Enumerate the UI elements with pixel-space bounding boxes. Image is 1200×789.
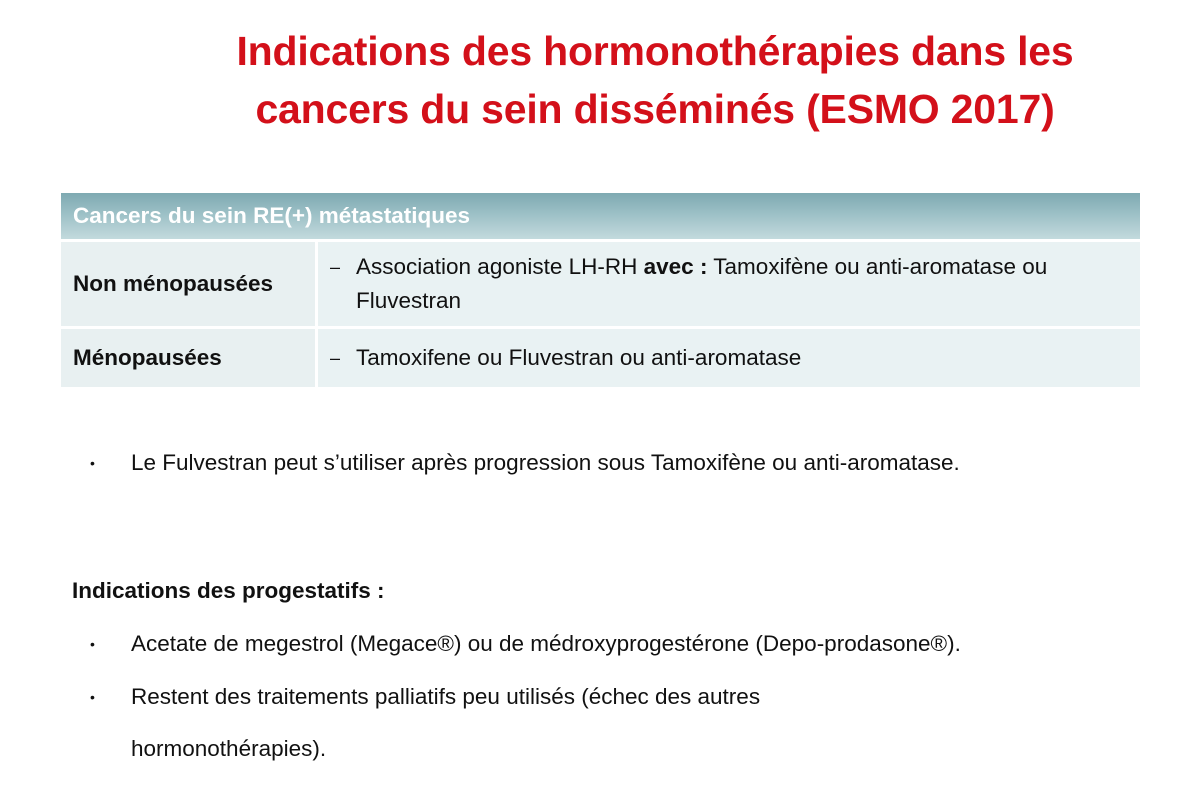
row-text: Tamoxifene ou Fluvestran ou anti-aromatase xyxy=(356,345,802,370)
table-header-row xyxy=(61,193,1140,241)
row-content xyxy=(317,328,1141,388)
progestatifs-item-text: Acetate de megestrol (Megace®) ou de médroxyprogestérone (Depo-prodasone®). xyxy=(131,631,961,656)
table-header: Cancers du sein RE(+) métastatiques xyxy=(61,193,1140,241)
row-text xyxy=(356,250,1120,318)
table-row xyxy=(61,241,1140,328)
progestatifs-item-text: Restent des traitements palliatifs peu utilisés (échec des autres hormonothérapies). xyxy=(131,684,761,761)
row-label: Ménopausées xyxy=(61,328,317,388)
row-text-bold: avec : xyxy=(643,254,708,279)
progestatifs-heading: Indications des progestatifs : xyxy=(72,578,385,603)
table-row xyxy=(61,328,1140,388)
bullet-icon: • xyxy=(90,636,95,652)
dash-list-item xyxy=(330,341,1120,375)
title-line-1: Indications des hormonothérapies dans les xyxy=(236,28,1074,74)
title-line-2: cancers du sein disséminés (ESMO 2017) xyxy=(255,86,1055,132)
note-bullet-item xyxy=(90,437,960,489)
progestatifs-item xyxy=(90,618,961,670)
dash-bullet: – xyxy=(330,348,341,368)
bullet-icon: • xyxy=(90,689,95,705)
bullet-icon: • xyxy=(90,455,95,471)
row-text-suffix: Tamoxifène ou anti-aromatase ou Fluvestran xyxy=(356,254,1048,313)
note-text: Le Fulvestran peut s’utiliser après progression sous Tamoxifène ou anti-aromatase. xyxy=(131,450,960,475)
esmo-table xyxy=(61,193,1140,387)
dash-list-item xyxy=(330,250,1120,318)
page-title xyxy=(150,22,1160,138)
row-text-prefix: Association agoniste LH-RH xyxy=(356,254,644,279)
progestatifs-item xyxy=(90,671,920,775)
row-label: Non ménopausées xyxy=(61,241,317,328)
dash-bullet: – xyxy=(330,257,341,277)
row-content xyxy=(317,241,1141,328)
